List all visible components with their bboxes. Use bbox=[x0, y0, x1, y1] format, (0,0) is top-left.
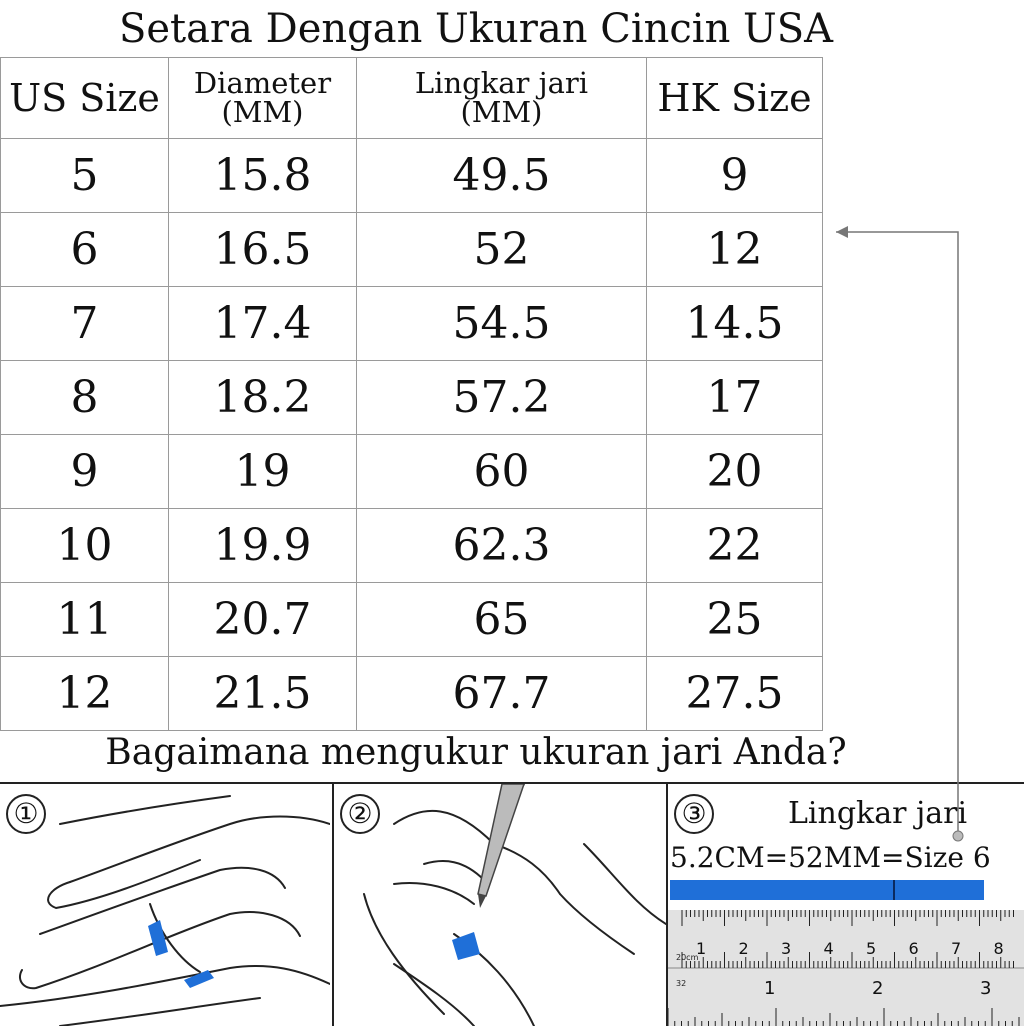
table-row bbox=[1, 139, 823, 213]
step-2-number: ② bbox=[340, 794, 380, 834]
ruler-cm-label: 4 bbox=[823, 939, 834, 958]
ring-size-table bbox=[0, 57, 823, 731]
size-equation: 5.2CM=52MM=Size 6 bbox=[670, 841, 991, 874]
cell-diameter: 17.4 bbox=[169, 287, 357, 361]
table-row bbox=[1, 509, 823, 583]
step-1-number: ① bbox=[6, 794, 46, 834]
measure-steps bbox=[0, 782, 1024, 1026]
hand-with-tape-icon bbox=[0, 784, 330, 1026]
table-row bbox=[1, 435, 823, 509]
ruler-inch-label: 1 bbox=[764, 978, 776, 999]
step-2-panel bbox=[332, 784, 666, 1026]
step-3-panel bbox=[666, 784, 1024, 1026]
measure-question: Bagaimana mengukur ukuran jari Anda? bbox=[105, 732, 847, 773]
ruler-cm-label: 7 bbox=[951, 939, 962, 958]
cell-us: 8 bbox=[1, 361, 169, 435]
cell-lingkar: 49.5 bbox=[357, 139, 647, 213]
ruler-inch-label: 2 bbox=[872, 978, 884, 999]
svg-text:32: 32 bbox=[676, 979, 687, 988]
ruler-cm-label: 6 bbox=[908, 939, 919, 958]
cell-lingkar: 54.5 bbox=[357, 287, 647, 361]
table-row bbox=[1, 287, 823, 361]
ruler-cm-label: 2 bbox=[738, 939, 749, 958]
cell-us: 12 bbox=[1, 657, 169, 731]
cell-hk: 22 bbox=[647, 509, 823, 583]
cell-diameter: 19.9 bbox=[169, 509, 357, 583]
cell-hk: 14.5 bbox=[647, 287, 823, 361]
ruler-inch-label: 3 bbox=[980, 978, 992, 999]
ruler-cm-label: 5 bbox=[866, 939, 877, 958]
table-header-row bbox=[1, 58, 823, 139]
cell-us: 9 bbox=[1, 435, 169, 509]
svg-text:20cm: 20cm bbox=[676, 953, 699, 962]
header-diameter: Diameter (MM) bbox=[169, 58, 357, 139]
ruler-cm-label: 3 bbox=[781, 939, 792, 958]
header-lingkar-jari: Lingkar jari (MM) bbox=[357, 58, 647, 139]
cell-diameter: 15.8 bbox=[169, 139, 357, 213]
step-1-panel bbox=[0, 784, 330, 1026]
ruler-with-tape bbox=[668, 880, 1024, 1026]
cell-hk: 17 bbox=[647, 361, 823, 435]
hand-marking-tape-icon bbox=[334, 784, 666, 1026]
cell-lingkar: 57.2 bbox=[357, 361, 647, 435]
header-hk-size: HK Size bbox=[647, 58, 823, 139]
lingkar-jari-label: Lingkar jari bbox=[788, 796, 968, 831]
cell-us: 10 bbox=[1, 509, 169, 583]
cell-hk: 25 bbox=[647, 583, 823, 657]
measuring-tape bbox=[670, 880, 984, 900]
cell-diameter: 18.2 bbox=[169, 361, 357, 435]
cell-lingkar: 52 bbox=[357, 213, 647, 287]
cell-us: 11 bbox=[1, 583, 169, 657]
table-row bbox=[1, 583, 823, 657]
cell-lingkar: 65 bbox=[357, 583, 647, 657]
cell-diameter: 19 bbox=[169, 435, 357, 509]
page-title: Setara Dengan Ukuran Cincin USA bbox=[118, 6, 834, 52]
cell-hk: 12 bbox=[647, 213, 823, 287]
cell-diameter: 21.5 bbox=[169, 657, 357, 731]
cell-us: 7 bbox=[1, 287, 169, 361]
table-row bbox=[1, 657, 823, 731]
cell-us: 5 bbox=[1, 139, 169, 213]
cell-hk: 20 bbox=[647, 435, 823, 509]
header-us-size: US Size bbox=[1, 58, 169, 139]
ruler-cm-label: 8 bbox=[993, 939, 1004, 958]
cell-diameter: 16.5 bbox=[169, 213, 357, 287]
cell-lingkar: 67.7 bbox=[357, 657, 647, 731]
step-3-number: ③ bbox=[674, 794, 714, 834]
cell-diameter: 20.7 bbox=[169, 583, 357, 657]
cell-hk: 27.5 bbox=[647, 657, 823, 731]
table-row bbox=[1, 213, 823, 287]
ruler-cm-label: 1 bbox=[696, 939, 707, 958]
cell-lingkar: 60 bbox=[357, 435, 647, 509]
table-row bbox=[1, 361, 823, 435]
cell-lingkar: 62.3 bbox=[357, 509, 647, 583]
cell-hk: 9 bbox=[647, 139, 823, 213]
cell-us: 6 bbox=[1, 213, 169, 287]
